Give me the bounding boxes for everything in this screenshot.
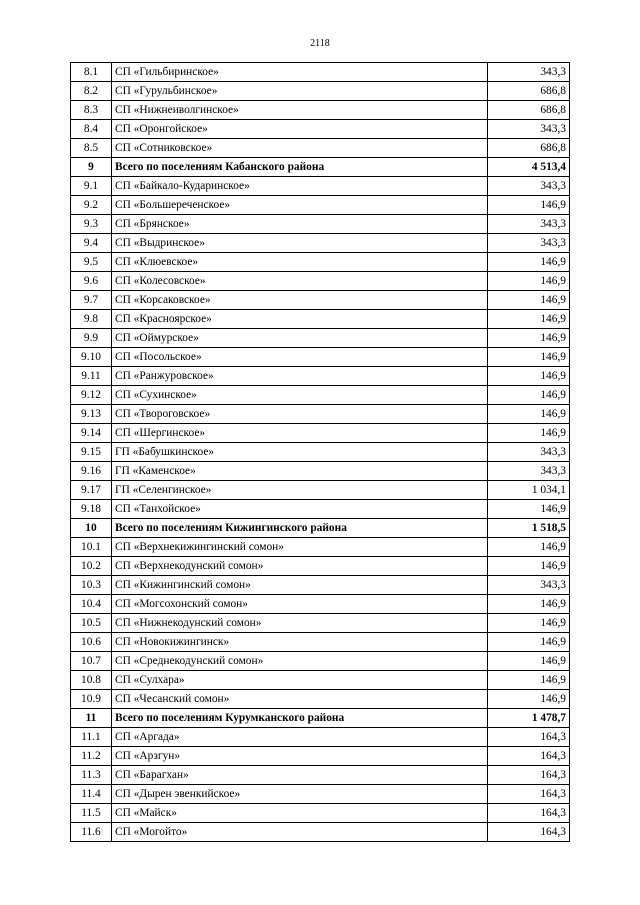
- settlement-name: ГП «Каменское»: [112, 462, 488, 481]
- settlement-name: СП «Гурульбинское»: [112, 82, 488, 101]
- amount-value: 146,9: [488, 272, 570, 291]
- table-row: [71, 481, 570, 500]
- amount-value: 164,3: [488, 747, 570, 766]
- amount-value: 146,9: [488, 253, 570, 272]
- table-row: [71, 196, 570, 215]
- amount-value: 146,9: [488, 291, 570, 310]
- row-number: 9.6: [71, 272, 112, 291]
- amount-value: 146,9: [488, 196, 570, 215]
- amount-value: 1 034,1: [488, 481, 570, 500]
- amount-value: 146,9: [488, 652, 570, 671]
- settlement-name: СП «Большереченское»: [112, 196, 488, 215]
- settlement-name: СП «Шергинское»: [112, 424, 488, 443]
- amount-value: 343,3: [488, 177, 570, 196]
- amount-value: 146,9: [488, 367, 570, 386]
- settlement-name: СП «Нижнеиволгинское»: [112, 101, 488, 120]
- row-number: 10.8: [71, 671, 112, 690]
- amount-value: 4 513,4: [488, 158, 570, 177]
- settlement-name: СП «Клюевское»: [112, 253, 488, 272]
- settlement-name: СП «Твороговское»: [112, 405, 488, 424]
- row-number: 11.5: [71, 804, 112, 823]
- table-row: [71, 310, 570, 329]
- row-number: 8.5: [71, 139, 112, 158]
- settlements-table: [70, 62, 570, 842]
- amount-value: 146,9: [488, 690, 570, 709]
- table-row: [71, 367, 570, 386]
- table-row: [71, 785, 570, 804]
- row-number: 9.3: [71, 215, 112, 234]
- row-number: 9.10: [71, 348, 112, 367]
- settlement-name: СП «Сотниковское»: [112, 139, 488, 158]
- table-row: [71, 633, 570, 652]
- settlement-name: СП «Дырен эвенкийское»: [112, 785, 488, 804]
- row-number: 10.9: [71, 690, 112, 709]
- settlement-name: СП «Аргада»: [112, 728, 488, 747]
- table-row: [71, 690, 570, 709]
- table-row: [71, 500, 570, 519]
- row-number: 11: [71, 709, 112, 728]
- amount-value: 164,3: [488, 785, 570, 804]
- amount-value: 1 478,7: [488, 709, 570, 728]
- row-number: 8.3: [71, 101, 112, 120]
- row-number: 8.1: [71, 63, 112, 82]
- table-row: [71, 139, 570, 158]
- row-number: 10.6: [71, 633, 112, 652]
- settlement-name: СП «Могсохонский сомон»: [112, 595, 488, 614]
- amount-value: 343,3: [488, 63, 570, 82]
- table-row: [71, 234, 570, 253]
- row-number: 10.2: [71, 557, 112, 576]
- amount-value: 164,3: [488, 823, 570, 842]
- table-row: [71, 63, 570, 82]
- row-number: 9.2: [71, 196, 112, 215]
- settlement-name: СП «Колесовское»: [112, 272, 488, 291]
- settlement-name: СП «Брянское»: [112, 215, 488, 234]
- amount-value: 146,9: [488, 500, 570, 519]
- settlement-name: СП «Гильбиринское»: [112, 63, 488, 82]
- amount-value: 146,9: [488, 557, 570, 576]
- table-row: [71, 557, 570, 576]
- amount-value: 343,3: [488, 215, 570, 234]
- table-row: [71, 386, 570, 405]
- settlement-name: СП «Нижнекодунский сомон»: [112, 614, 488, 633]
- row-number: 9.9: [71, 329, 112, 348]
- row-number: 10.5: [71, 614, 112, 633]
- table-row: [71, 728, 570, 747]
- row-number: 11.2: [71, 747, 112, 766]
- amount-value: 146,9: [488, 633, 570, 652]
- amount-value: 146,9: [488, 595, 570, 614]
- row-number: 9.7: [71, 291, 112, 310]
- table-row: [71, 329, 570, 348]
- table-row: [71, 82, 570, 101]
- table-row: [71, 614, 570, 633]
- settlement-name: СП «Посольское»: [112, 348, 488, 367]
- table-row: [71, 576, 570, 595]
- row-number: 9.14: [71, 424, 112, 443]
- row-number: 10: [71, 519, 112, 538]
- amount-value: 164,3: [488, 804, 570, 823]
- table-row: [71, 804, 570, 823]
- settlement-name: СП «Сулхара»: [112, 671, 488, 690]
- settlement-name: СП «Оронгойское»: [112, 120, 488, 139]
- settlement-name: СП «Оймурское»: [112, 329, 488, 348]
- row-number: 10.1: [71, 538, 112, 557]
- table-row: [71, 272, 570, 291]
- table-row: [71, 823, 570, 842]
- settlement-name: Всего по поселениям Курумканского района: [112, 709, 488, 728]
- settlement-name: СП «Могойто»: [112, 823, 488, 842]
- settlement-name: ГП «Селенгинское»: [112, 481, 488, 500]
- table-row: [71, 120, 570, 139]
- amount-value: 1 518,5: [488, 519, 570, 538]
- table-row: [71, 405, 570, 424]
- row-number: 8.2: [71, 82, 112, 101]
- row-number: 9.4: [71, 234, 112, 253]
- settlement-name: Всего по поселениям Кабанского района: [112, 158, 488, 177]
- amount-value: 686,8: [488, 101, 570, 120]
- row-number: 9.18: [71, 500, 112, 519]
- settlement-name: СП «Выдринское»: [112, 234, 488, 253]
- row-number: 11.3: [71, 766, 112, 785]
- table-row: [71, 443, 570, 462]
- settlement-name: ГП «Бабушкинское»: [112, 443, 488, 462]
- table-row: [71, 766, 570, 785]
- settlement-name: СП «Верхнекижингинский сомон»: [112, 538, 488, 557]
- table-row: [71, 215, 570, 234]
- row-number: 10.3: [71, 576, 112, 595]
- row-number: 9.17: [71, 481, 112, 500]
- amount-value: 146,9: [488, 386, 570, 405]
- amount-value: 146,9: [488, 348, 570, 367]
- settlement-name: СП «Новокижингинск»: [112, 633, 488, 652]
- amount-value: 343,3: [488, 462, 570, 481]
- row-number: 11.4: [71, 785, 112, 804]
- table-row: [71, 671, 570, 690]
- amount-value: 146,9: [488, 424, 570, 443]
- settlement-name: СП «Верхнекодунский сомон»: [112, 557, 488, 576]
- amount-value: 343,3: [488, 443, 570, 462]
- row-number: 11.6: [71, 823, 112, 842]
- row-number: 9.8: [71, 310, 112, 329]
- table-row: [71, 348, 570, 367]
- settlement-name: СП «Чесанский сомон»: [112, 690, 488, 709]
- amount-value: 686,8: [488, 82, 570, 101]
- row-number: 9.5: [71, 253, 112, 272]
- amount-value: 146,9: [488, 671, 570, 690]
- table-row-total: [71, 158, 570, 177]
- settlement-name: СП «Майск»: [112, 804, 488, 823]
- settlement-name: СП «Барагхан»: [112, 766, 488, 785]
- amount-value: 343,3: [488, 576, 570, 595]
- amount-value: 164,3: [488, 766, 570, 785]
- settlement-name: СП «Танхойское»: [112, 500, 488, 519]
- settlement-name: СП «Среднекодунский сомон»: [112, 652, 488, 671]
- amount-value: 146,9: [488, 614, 570, 633]
- row-number: 8.4: [71, 120, 112, 139]
- amount-value: 146,9: [488, 538, 570, 557]
- settlement-name: СП «Байкало-Кударинское»: [112, 177, 488, 196]
- row-number: 9: [71, 158, 112, 177]
- settlement-name: Всего по поселениям Кижингинского района: [112, 519, 488, 538]
- table-row: [71, 291, 570, 310]
- row-number: 9.16: [71, 462, 112, 481]
- amount-value: 146,9: [488, 405, 570, 424]
- amount-value: 146,9: [488, 329, 570, 348]
- table-row-total: [71, 709, 570, 728]
- amount-value: 686,8: [488, 139, 570, 158]
- table-row: [71, 652, 570, 671]
- row-number: 9.15: [71, 443, 112, 462]
- row-number: 10.4: [71, 595, 112, 614]
- row-number: 9.11: [71, 367, 112, 386]
- settlement-name: СП «Красноярское»: [112, 310, 488, 329]
- table-row: [71, 538, 570, 557]
- table-row-total: [71, 519, 570, 538]
- table-row: [71, 253, 570, 272]
- table-row: [71, 595, 570, 614]
- table-body: [71, 63, 570, 842]
- table-row: [71, 462, 570, 481]
- table-row: [71, 424, 570, 443]
- settlement-name: СП «Кижингинский сомон»: [112, 576, 488, 595]
- settlement-name: СП «Арзгун»: [112, 747, 488, 766]
- table-row: [71, 101, 570, 120]
- page-number: 2118: [310, 38, 330, 49]
- settlement-name: СП «Сухинское»: [112, 386, 488, 405]
- amount-value: 343,3: [488, 120, 570, 139]
- row-number: 11.1: [71, 728, 112, 747]
- row-number: 9.1: [71, 177, 112, 196]
- settlement-name: СП «Корсаковское»: [112, 291, 488, 310]
- amount-value: 146,9: [488, 310, 570, 329]
- row-number: 10.7: [71, 652, 112, 671]
- table-row: [71, 747, 570, 766]
- row-number: 9.12: [71, 386, 112, 405]
- amount-value: 343,3: [488, 234, 570, 253]
- table-row: [71, 177, 570, 196]
- amount-value: 164,3: [488, 728, 570, 747]
- settlement-name: СП «Ранжуровское»: [112, 367, 488, 386]
- row-number: 9.13: [71, 405, 112, 424]
